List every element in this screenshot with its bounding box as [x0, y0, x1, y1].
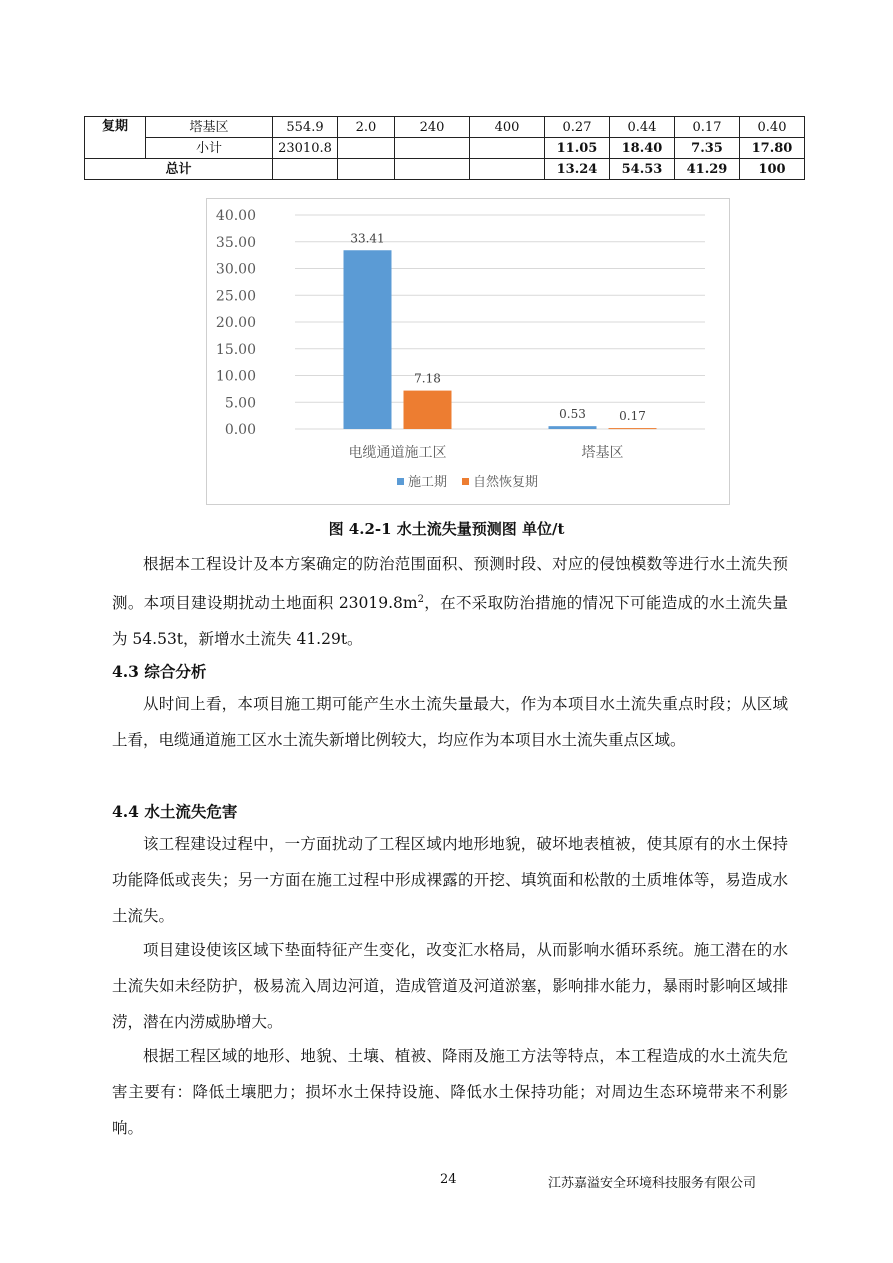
paragraph: 根据工程区域的地形、地貌、土壤、植被、降雨及施工方法等特点，本工程造成的水土流失危害主要有：降低土壤肥力；损坏水土保持设施、降低水土保持功能；对周边生态环境带来不利影响。: [112, 1047, 788, 1137]
legend-swatch: [397, 478, 404, 485]
legend-label: 自然恢复期: [473, 475, 539, 490]
y-tick-label: 30.00: [215, 261, 256, 278]
table-cell: [395, 159, 470, 180]
legend-swatch: [462, 478, 469, 485]
paragraph: 项目建设使该区域下垫面特征产生变化，改变汇水格局，从而影响水循环系统。施工潜在的水土流失如未经防护，极易流入周边河道，造成管道及河道淤塞，影响排水能力，暴雨时影响区域排涝，潜在内涝威胁增大。: [112, 941, 788, 1031]
table-cell: 100: [740, 159, 805, 180]
table-cell: 0.27: [545, 117, 610, 138]
table-cell: 240: [395, 117, 470, 138]
table-row: [85, 159, 805, 180]
table-cell: 11.05: [545, 138, 610, 159]
x-tick-label: 塔基区: [581, 445, 624, 461]
table-row: [85, 138, 805, 159]
table-cell: [338, 138, 395, 159]
data-label: 0.53: [559, 407, 586, 422]
table-cell: [470, 138, 545, 159]
y-tick-label: 0.00: [224, 422, 256, 438]
y-tick-label: 5.00: [224, 395, 256, 412]
table-cell: 23010.8: [273, 138, 338, 159]
x-tick-label: 电缆通道施工区: [348, 445, 447, 461]
y-tick-label: 15.00: [215, 341, 256, 358]
data-table: [84, 116, 805, 180]
figure-caption: 图 4.2-1 水土流失量预测图 单位/t: [328, 520, 565, 538]
y-tick-label: 20.00: [215, 315, 256, 331]
y-tick-label: 25.00: [215, 288, 256, 305]
table-cell: [395, 138, 470, 159]
bar: [549, 426, 597, 429]
section-heading: 4.3 综合分析: [112, 662, 207, 681]
y-tick-label: 10.00: [215, 368, 256, 385]
data-label: 7.18: [414, 371, 441, 386]
table-cell: 7.35: [675, 138, 740, 159]
table-cell: [470, 159, 545, 180]
bar-chart: [206, 198, 730, 505]
table-cell: 0.17: [675, 117, 740, 138]
table-cell: 54.53: [610, 159, 675, 180]
section-heading: 4.4 水土流失危害: [112, 802, 238, 821]
table-cell: 复期: [85, 117, 146, 159]
table-cell: 17.80: [740, 138, 805, 159]
table-cell: [338, 159, 395, 180]
page-number: 24: [440, 1172, 457, 1187]
table-cell: 塔基区: [146, 117, 273, 138]
table-cell: 400: [470, 117, 545, 138]
bar: [609, 428, 657, 429]
bar: [404, 391, 452, 429]
table-cell: [273, 159, 338, 180]
table-row: [85, 117, 805, 138]
y-tick-label: 40.00: [215, 208, 256, 224]
data-label: 0.17: [619, 409, 646, 424]
paragraph: 该工程建设过程中，一方面扰动了工程区域内地形地貌，破坏地表植被，使其原有的水土保持功能降低或丧失；另一方面在施工过程中形成裸露的开挖、填筑面和松散的土质堆体等，易造成水土流失。: [112, 835, 788, 925]
paragraph: 根据本工程设计及本方案确定的防治范围面积、预测时段、对应的侵蚀模数等进行水土流失预测。本项目建设期扰动土地面积 $23019.8m^2$，在不采取防治措施的情况下可能造成的水土流失量为 54.53t，新增水土流失 41.29t。: [112, 555, 788, 649]
table-cell: 0.40: [740, 117, 805, 138]
table-cell: 总计: [85, 159, 273, 180]
table-cell: 554.9: [273, 117, 338, 138]
table-cell: 13.24: [545, 159, 610, 180]
table-cell: 41.29: [675, 159, 740, 180]
company-name: 江苏嘉溢安全环境科技服务有限公司: [548, 1176, 757, 1191]
table-cell: 18.40: [610, 138, 675, 159]
chart-canvas: [207, 199, 729, 504]
table-cell: 2.0: [338, 117, 395, 138]
bar: [344, 250, 392, 429]
table-cell: 小计: [146, 138, 273, 159]
legend-label: 施工期: [408, 475, 448, 490]
y-tick-label: 35.00: [215, 234, 256, 251]
paragraph: 从时间上看，本项目施工期可能产生水土流失量最大，作为本项目水土流失重点时段；从区域上看，电缆通道施工区水土流失新增比例较大，均应作为本项目水土流失重点区域。: [112, 695, 788, 749]
data-label: 33.41: [350, 231, 385, 246]
table-cell: 0.44: [610, 117, 675, 138]
